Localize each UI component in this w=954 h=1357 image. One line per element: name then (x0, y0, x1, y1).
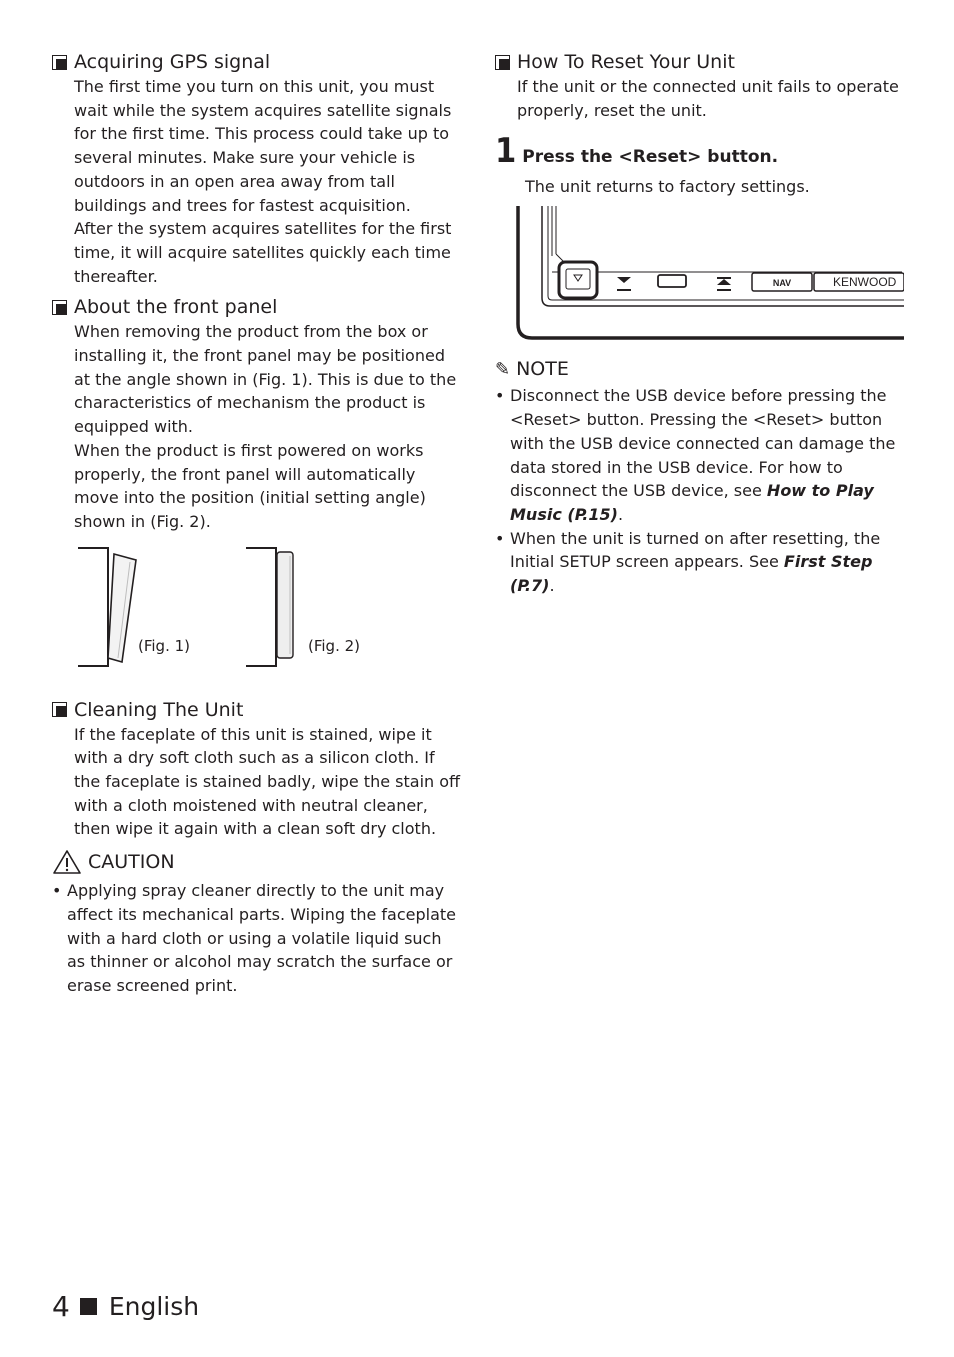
step-number: 1 (495, 131, 517, 172)
front-panel-body (52, 320, 462, 533)
gps-heading-text: Acquiring GPS signal (74, 51, 271, 73)
bullet-dot: • (52, 881, 62, 901)
bullet-dot: • (495, 386, 505, 406)
pencil-icon: ✎ (495, 358, 511, 380)
section-square-icon (52, 702, 67, 717)
reset-heading (495, 50, 905, 74)
note-item-2-end: . (549, 576, 555, 596)
caution-item (52, 879, 462, 998)
bullet-dot: • (495, 528, 505, 548)
reset-paragraph-1: If the unit or the connected unit fails to operate properly, reset the unit. (517, 77, 899, 120)
footer-language: English (108, 1292, 200, 1321)
gps-body (52, 75, 462, 288)
cleaning-section (52, 698, 462, 842)
front-panel-heading (52, 295, 462, 319)
left-column (52, 50, 462, 998)
note-item (495, 527, 905, 598)
gps-paragraph-2: After the system acquires satellites for the first time, it will acquire satellites quickly each time thereafter. (74, 219, 452, 286)
note-heading (495, 358, 905, 380)
reset-step (495, 131, 905, 172)
note-item-1-end: . (617, 504, 624, 524)
reset-section (495, 50, 905, 340)
caution-heading-text: CAUTION (88, 851, 175, 874)
front-panel-paragraph-2: When the product is first powered on works properly, the front panel will automatically move into the position (initial setting angle) shown in (Fig. 2). (74, 440, 426, 531)
note-list (495, 384, 905, 597)
first-step-link[interactable]: First Step (P.7) (510, 552, 873, 596)
cleaning-paragraph-1: If the faceplate of this unit is stained, wipe it with a dry soft cloth such as a silicon cloth. If the faceplate is stained badly, wipe the stain off with a cloth moistened with neutral cleaner, then wipe it again with a clean soft dry cloth. (74, 724, 461, 839)
front-panel-heading-text: About the front panel (74, 296, 278, 319)
gps-paragraph-1: The first time you turn on this unit, you must wait while the system acquires satellite signals for the first time. This process could take up to several minutes. Make sure your vehicle is outdoors in an open area away from tall buildings and trees for fastest acquisition. (74, 77, 452, 215)
reset-heading-text: How To Reset Your Unit (517, 51, 735, 73)
note-heading-text: NOTE (516, 358, 569, 381)
reset-body (495, 75, 905, 122)
section-square-icon (495, 55, 510, 70)
note-item-2-text: When the unit is turned on after resetting, the Initial SETUP screen appears. See (510, 528, 881, 572)
note-section (495, 358, 905, 597)
up-arrow-icon (717, 279, 731, 285)
fig1-illustration (78, 546, 138, 668)
right-column (495, 50, 905, 598)
fig1-caption: (Fig. 1) (138, 636, 191, 655)
unit-front-panel-diagram (516, 206, 904, 340)
front-panel-figures (74, 546, 462, 686)
front-panel-paragraph-1: When removing the product from the box or installing it, the front panel may be positioned at the angle shown in (Fig. 1). This is due to the characteristics of mechanism the product is equipped with. (74, 322, 457, 437)
note-item (495, 384, 905, 526)
caution-list (52, 879, 462, 998)
nav-button-label: NAV (772, 278, 792, 289)
step-instruction: Press the <Reset> button. (522, 147, 779, 168)
black-square-icon (80, 1298, 97, 1315)
fig2-illustration (246, 546, 306, 668)
caution-section (52, 849, 462, 998)
step-result: The unit returns to factory settings. (525, 177, 810, 197)
how-to-play-music-link[interactable]: How to Play Music (P.15) (510, 481, 874, 524)
cleaning-body (52, 723, 462, 842)
down-arrow-icon (617, 277, 631, 283)
caution-heading (52, 849, 462, 875)
note-item-1-text: Disconnect the USB device before pressing the <Reset> button. Pressing the <Reset> button with the USB device connected can damage the data stored in the USB device. For how to disconnect the USB device, see (510, 386, 896, 501)
warning-triangle-icon (52, 849, 82, 875)
page-footer (52, 1290, 199, 1323)
center-button-icon (658, 275, 686, 287)
gps-heading (52, 50, 462, 74)
gps-section (52, 50, 462, 288)
brand-label: KENWOOD (833, 275, 897, 290)
page-number: 4 (52, 1290, 70, 1323)
section-square-icon (52, 300, 67, 315)
caution-item-text: Applying spray cleaner directly to the unit may affect its mechanical parts. Wiping the faceplate with a hard cloth or using a volatile liquid such as thinner or alcohol may scratch the surface or erase screened print. (67, 881, 457, 995)
section-square-icon (52, 55, 67, 70)
cleaning-heading (52, 698, 462, 722)
front-panel-section (52, 295, 462, 685)
cleaning-heading-text: Cleaning The Unit (74, 698, 244, 721)
fig2-caption: (Fig. 2) (308, 636, 361, 655)
